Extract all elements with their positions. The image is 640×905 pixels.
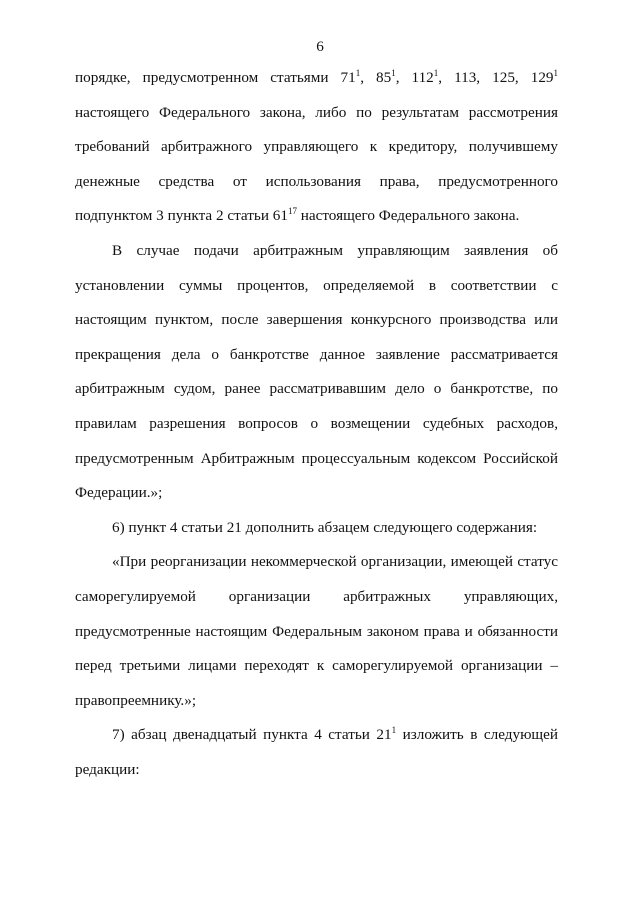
paragraph	[75, 511, 558, 546]
superscript: 1	[355, 68, 361, 78]
paragraph-text: 7) абзац двенадцатый пункта 4 статьи 21	[112, 726, 392, 744]
paragraph	[75, 234, 558, 511]
paragraph-text: порядке, предусмотренном статьями 71	[75, 69, 356, 86]
paragraph-text: , 112	[395, 69, 434, 86]
paragraph-text: В случае подачи арбитражным управляющим заявления об установлении суммы процентов, определяемой в соответствии с настоящим пунктом, после завершения конкурсного производства или прекращения дела о банкротстве данное заявление рассматривается арбитражным судом, ранее рассматривавшим дело о банкротстве, по правилам разрешения вопросов о возмещении судебных расходов, предусмотренным Арбитражным процессуальным кодексом Российской Федерации.»;	[75, 241, 558, 502]
superscript: 1	[433, 68, 439, 78]
paragraph-text: , 85	[360, 69, 392, 86]
superscript: 17	[287, 206, 297, 217]
paragraph-text: , 113, 125, 129	[438, 69, 554, 86]
paragraph	[75, 545, 558, 718]
paragraph	[75, 718, 558, 787]
paragraph-text: настоящего Федерального закона.	[296, 207, 520, 225]
paragraph-text: настоящего Федерального закона, либо по результатам рассмотрения требований арбитражного управляющего к кредитору, получившему денежные средства от использования права, предусмотренного подпунктом 3 пункта 2 статьи 61	[75, 103, 558, 225]
paragraph-text: «При реорганизации некоммерческой организации, имеющей статус саморегулируемой организации арбитражных управляющих, предусмотренные настоящим Федеральным законом права и обязанности перед третьими лицами переходят к саморегулируемой организации – правопреемнику.»;	[75, 553, 558, 709]
paragraph-text: 6) пункт 4 статьи 21 дополнить абзацем следующего содержания:	[112, 518, 538, 536]
superscript: 1	[553, 68, 559, 78]
paragraph	[75, 61, 558, 234]
page-number: 6	[316, 38, 324, 55]
superscript: 1	[391, 725, 397, 736]
superscript: 1	[391, 68, 396, 78]
paragraph-text: изложить в следующей редакции:	[75, 726, 558, 778]
document-body	[75, 61, 558, 787]
